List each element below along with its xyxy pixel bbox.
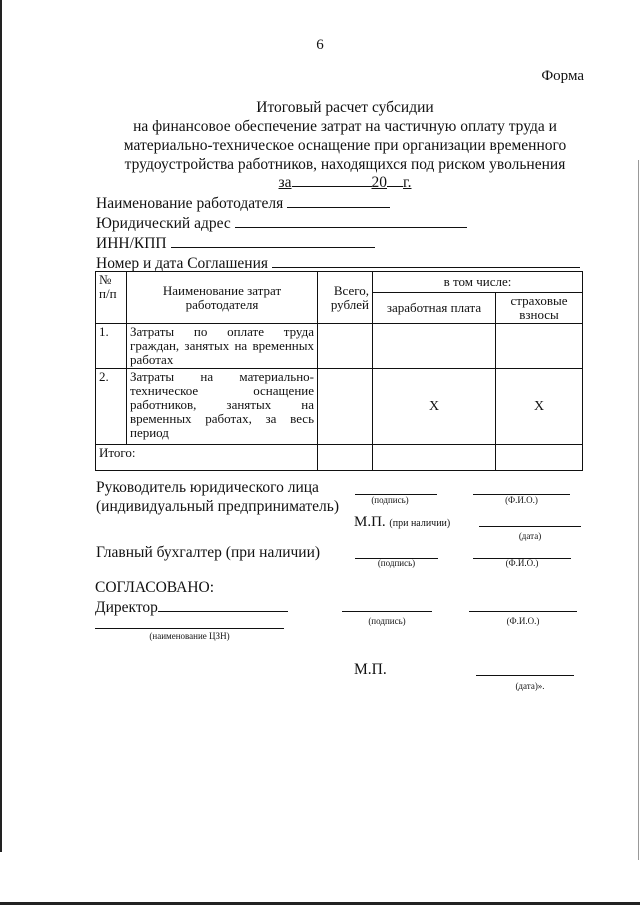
chief-accountant-label: Главный бухгалтер (при наличии) (96, 544, 321, 561)
head-title (96, 478, 339, 516)
header-including: в том числе: (373, 272, 583, 293)
director-row (95, 597, 288, 617)
year-blank[interactable] (387, 174, 403, 187)
total-salary-cell[interactable] (373, 445, 496, 471)
year-prefix: за (278, 174, 292, 191)
document-title (0, 98, 640, 174)
header-name: Наименование затрат работодателя (127, 272, 318, 324)
director-label: Директор (95, 599, 158, 616)
title-line-3: материально-техническое оснащение при организации временного (123, 137, 567, 154)
row-num: 2. (96, 369, 127, 445)
year-mid: 20 (371, 174, 388, 191)
final-date-caption: (дата)». (515, 681, 545, 691)
table-row (96, 369, 583, 445)
cost-table (95, 271, 583, 471)
legal-address-row (96, 213, 580, 233)
final-date-line[interactable] (476, 675, 574, 676)
director-fio-caption: (Ф.И.О.) (506, 616, 540, 626)
title-line-2: на финансовое обеспечение затрат на частичную оплату труда и (133, 118, 557, 135)
row-insurance-cell: X (496, 369, 583, 445)
head-line-2: (индивидуальный предприниматель) (96, 498, 340, 515)
row-name: Затраты на материально-техническое оснащение работников, занятых на временных работах, за весь период (127, 369, 318, 445)
row-insurance-cell[interactable] (496, 324, 583, 369)
page-number: 6 (316, 37, 324, 53)
row-num: 1. (96, 324, 127, 369)
inn-kpp-field[interactable] (171, 233, 375, 248)
agreement-row (96, 253, 580, 273)
head-signature-caption: (подпись) (371, 495, 409, 505)
czn-name-line[interactable] (95, 628, 284, 629)
legal-address-label: Юридический адрес (96, 215, 231, 232)
inn-kpp-row (96, 233, 580, 253)
stamp-label: М.П. (354, 514, 386, 530)
inn-kpp-label: ИНН/КПП (96, 235, 167, 252)
legal-address-field[interactable] (235, 213, 467, 228)
title-line-1: Итоговый расчет субсидии (256, 99, 434, 116)
total-label: Итого: (96, 445, 318, 471)
scan-edge-right (638, 160, 639, 860)
period-blank[interactable] (292, 174, 372, 187)
agreement-field[interactable] (272, 253, 580, 268)
director-signature-line[interactable] (342, 611, 432, 612)
row-salary-cell: X (373, 369, 496, 445)
head-date-line[interactable] (479, 526, 581, 527)
czn-name-caption: (наименование ЦЗН) (149, 631, 230, 641)
header-insurance: страховые взносы (496, 293, 583, 324)
employer-fields (96, 193, 580, 273)
accountant-signature-caption: (подпись) (377, 558, 416, 568)
director-field[interactable] (158, 597, 288, 612)
row-total-cell[interactable] (318, 324, 373, 369)
total-sum-cell[interactable] (318, 445, 373, 471)
stamp-note: (при наличии) (389, 518, 451, 529)
head-fio-caption: (Ф.И.О.) (505, 495, 538, 505)
stamp-if-any (354, 514, 450, 531)
row-salary-cell[interactable] (373, 324, 496, 369)
final-stamp: М.П. (354, 661, 387, 678)
year-suffix: г. (403, 174, 412, 191)
director-signature-caption: (подпись) (368, 616, 406, 626)
employer-name-row (96, 193, 580, 213)
agreement-label: Номер и дата Соглашения (96, 255, 269, 272)
total-insurance-cell[interactable] (496, 445, 583, 471)
header-salary: заработная плата (373, 293, 496, 324)
row-total-cell[interactable] (318, 369, 373, 445)
table-row (96, 324, 583, 369)
head-date-caption: (дата) (518, 531, 542, 541)
form-label: Форма (541, 68, 584, 84)
title-line-4: трудоустройства работников, находящихся под риском увольнения (124, 156, 566, 173)
title-year (0, 174, 640, 192)
employer-name-field[interactable] (287, 193, 390, 208)
total-row (96, 445, 583, 471)
row-name: Затраты по оплате труда граждан, занятых на временных работах (127, 324, 318, 369)
header-num: № п/п (96, 272, 127, 324)
employer-name-label: Наименование работодателя (96, 195, 284, 212)
header-total: Всего, рублей (318, 272, 373, 324)
agreed-label: СОГЛАСОВАНО: (95, 579, 215, 596)
head-line-1: Руководитель юридического лица (96, 479, 319, 496)
director-fio-line[interactable] (469, 611, 577, 612)
accountant-fio-caption: (Ф.И.О.) (505, 558, 539, 568)
